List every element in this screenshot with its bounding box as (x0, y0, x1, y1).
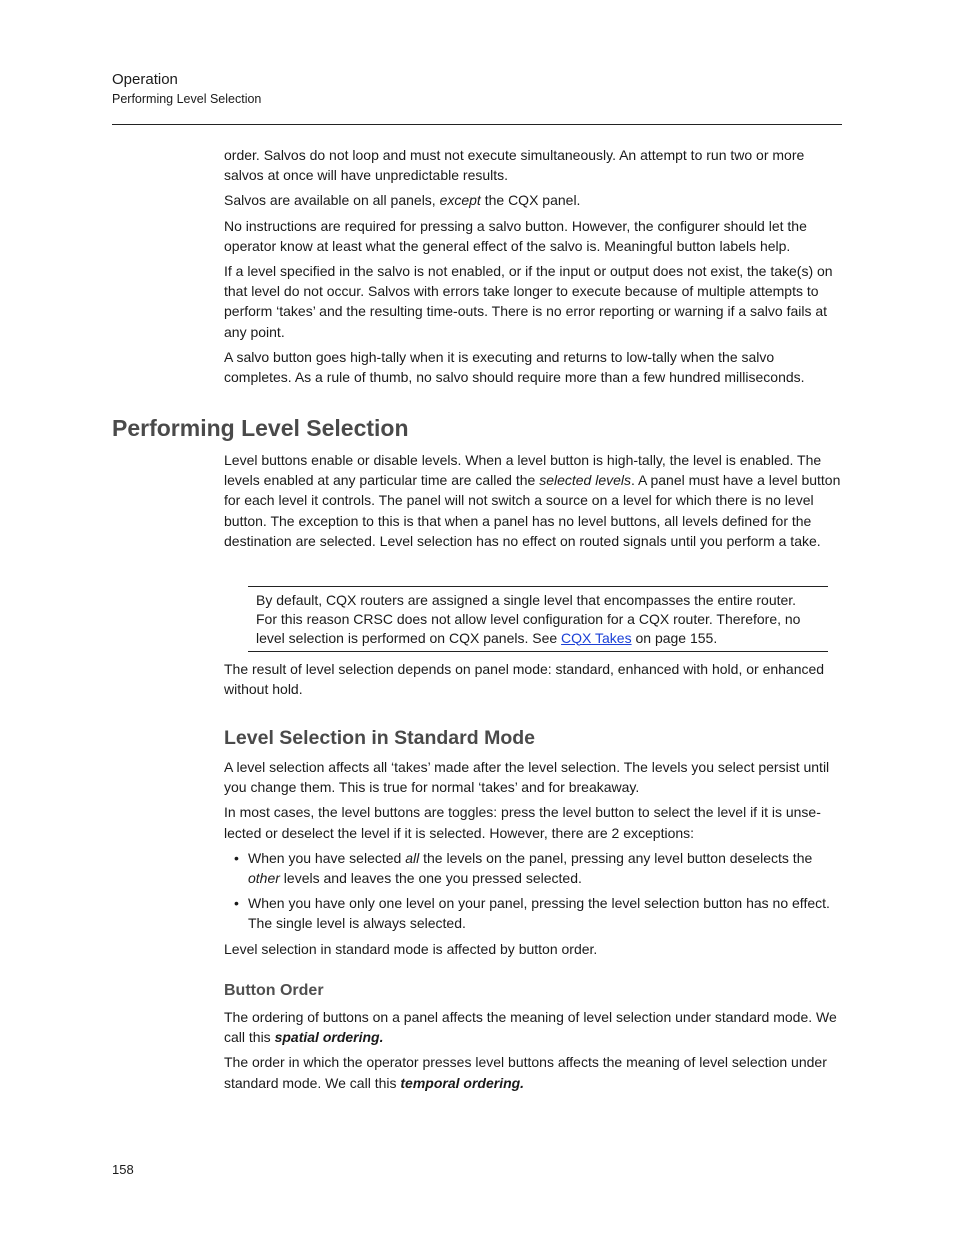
subsection-heading-standard-mode: Level Selection in Standard Mode (224, 727, 535, 749)
section1-paragraph-1 (224, 450, 842, 551)
intro-paragraph-1: order. Salvos do not loop and must not execute simultaneously. An attempt to run two or more salvos at once will have unpredictable results. (224, 147, 805, 184)
intro-block (224, 145, 842, 387)
section2-paragraph-3: Level selection in standard mode is affected by button order. (224, 940, 598, 957)
section1-p1-emphasis: selected levels (539, 472, 632, 489)
intro-p2-text-before: Salvos are available on all panels, (224, 192, 440, 209)
section3-paragraph-2 (224, 1052, 842, 1092)
section1-closing-block (224, 659, 842, 699)
bullet1-text-a: When you have selected (248, 849, 406, 866)
section2-block (224, 757, 842, 959)
section2-paragraph-2: In most cases, the level buttons are toggles: press the level button to select the level if it is unse-lected or deselect the level if it is selected. However, there are 2 exceptions: (224, 804, 821, 841)
list-item (224, 848, 842, 888)
section-heading-performing-level-selection: Performing Level Selection (112, 415, 409, 441)
intro-paragraph-2 (224, 190, 842, 210)
exceptions-list (224, 848, 842, 934)
spatial-ordering-term: spatial ordering. (274, 1029, 384, 1046)
section3-p2-text: The order in which the operator presses level buttons affects the meaning of level selection under standard mode. We call this (224, 1054, 827, 1091)
intro-paragraph-4: If a level specified in the salvo is not enabled, or if the input or output does not exist, the take(s) on that level do not occur. Salvos with errors take longer to execute because of multiple attempts to perform ‘takes’ and the resulting time-outs. There is no error reporting or warning if a salvo fails at any point. (224, 263, 833, 340)
section1-paragraph-2: The result of level selection depends on panel mode: standard, enhanced with hold, or enhanced without hold. (224, 661, 825, 698)
temporal-ordering-term: temporal ordering. (400, 1074, 525, 1091)
header-chapter: Operation (112, 71, 178, 88)
note-box (248, 586, 828, 652)
intro-paragraph-5: A salvo button goes high-tally when it is executing and returns to low-tally when the salvo completes. As a rule of thumb, no salvo should require more than a few hundred milliseconds. (224, 348, 805, 386)
note-text (256, 591, 820, 647)
section3-p1-text: The ordering of buttons on a panel affects the meaning of level selection under standard mode. We call this (224, 1009, 837, 1046)
page-number: 158 (112, 1162, 134, 1177)
note-text-before: By default, CQX routers are assigned a single level that encompasses the entire router. For this reason CRSC does not allow level configuration for a CQX router. Therefore, no level selection is performed on CQX panels. See (256, 592, 801, 646)
intro-paragraph-3: No instructions are required for pressing a salvo button. However, the configurer should let the operator know at least what the general effect of the salvo is. Meaningful button labels help. (224, 217, 807, 254)
header-section: Performing Level Selection (112, 92, 262, 106)
section2-paragraph-1: A level selection affects all ‘takes’ made after the level selection. The levels you select persist until you change them. This is true for normal ‘takes’ and for breakaway. (224, 759, 830, 796)
bullet1-emphasis-other: other (248, 870, 280, 887)
bullet1-emphasis-all: all (405, 849, 420, 866)
section1-block (224, 450, 842, 551)
bullet1-text-b: the levels on the panel, pressing any level button deselects the (419, 849, 813, 866)
intro-p2-text-after: the CQX panel. (480, 192, 581, 209)
header-rule (112, 124, 842, 125)
running-header (112, 70, 261, 108)
list-item: • When you have only one level on your panel, pressing the level selection button has no effect. The single level is always selected. (224, 893, 842, 933)
section1-p1-text-before: Level buttons enable or disable levels. When a level button is high-tally, the level is enabled. The levels enabled at any particular time are called the (224, 452, 822, 489)
bullet1-text-c: levels and leaves the one you pressed selected. (279, 870, 582, 887)
subsubsection-heading-button-order: Button Order (224, 982, 324, 999)
section1-p1-text-after: . A panel must have a level button for each level it controls. The panel will not switch a source on a level for which there is no level button. The exception to this is that when a panel has no level buttons, all levels defined for the destination are selected. Level selection has no effect on routed signals until you perform a take. (224, 472, 841, 549)
section3-paragraph-1 (224, 1007, 842, 1047)
cqx-takes-link[interactable]: CQX Takes (561, 629, 632, 646)
note-text-after: on page 155. (631, 629, 718, 646)
intro-p2-emphasis: except (439, 192, 481, 209)
section3-block (224, 1007, 842, 1093)
